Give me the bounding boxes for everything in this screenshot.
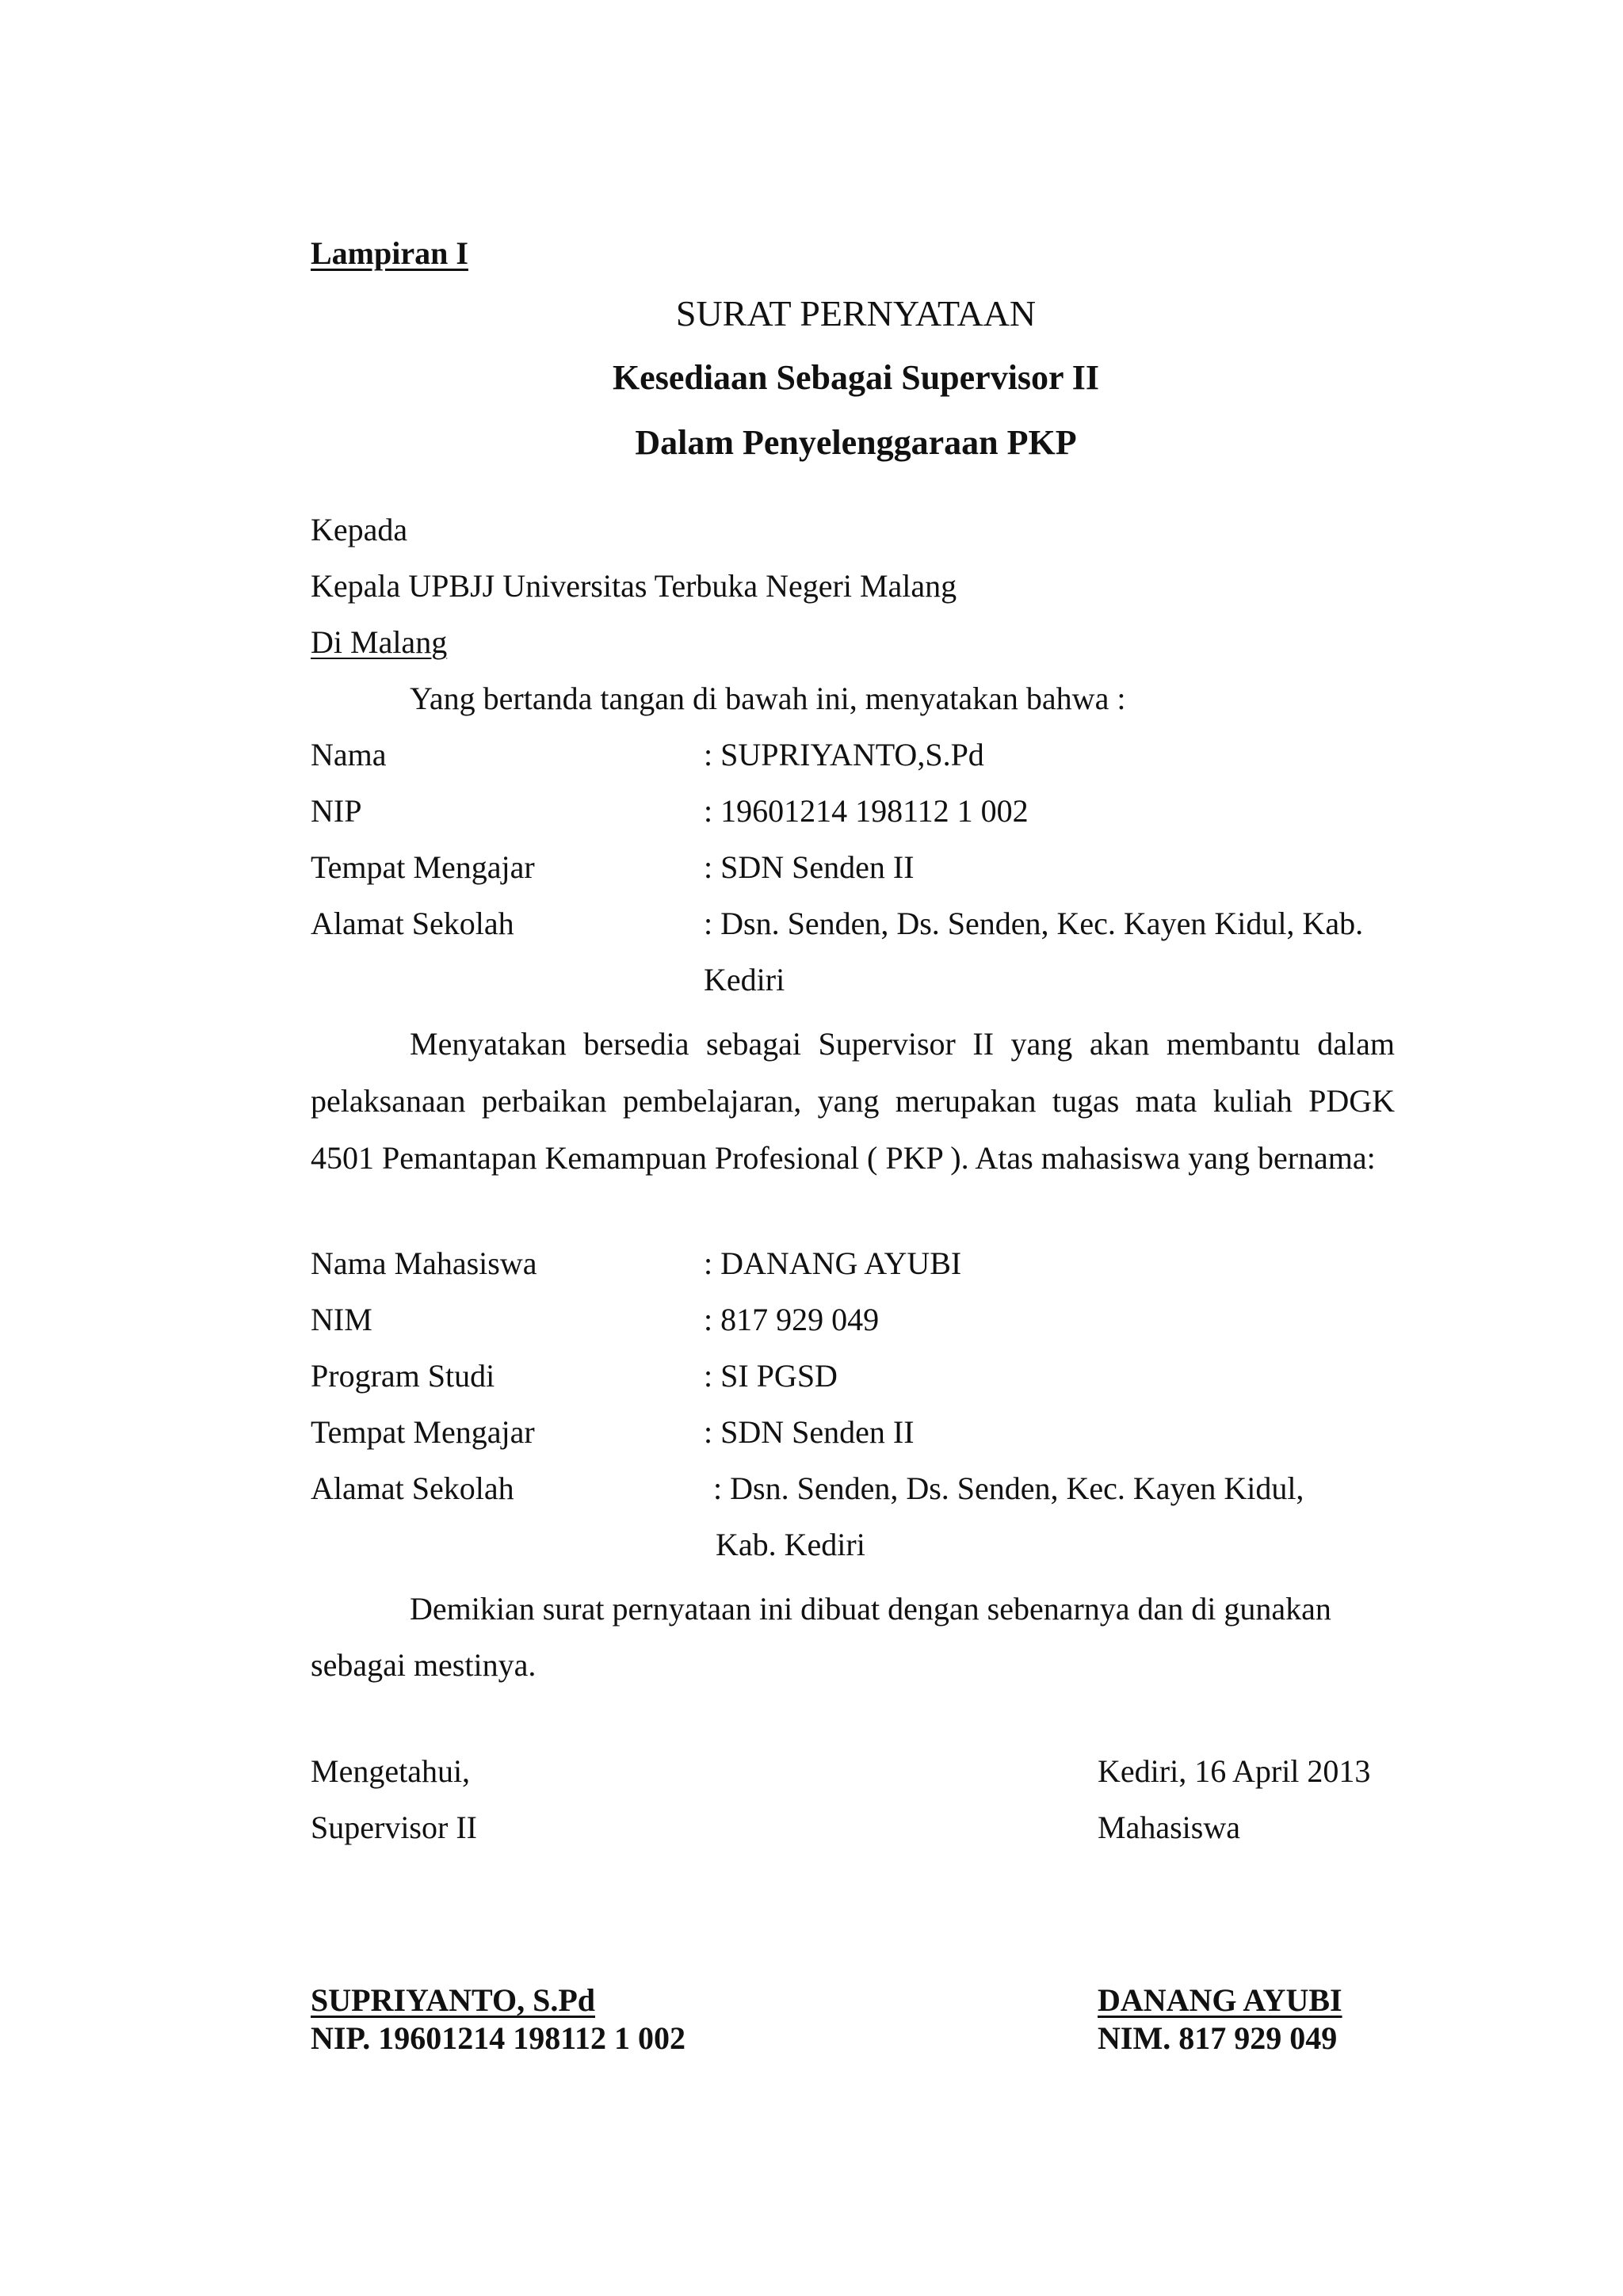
student-nim-value: : 817 929 049 (704, 1302, 880, 1337)
document-title: SURAT PERNYATAAN (675, 293, 1037, 334)
signature-right-place-date: Kediri, 16 April 2013 (1098, 1753, 1371, 1789)
student-school-label: Tempat Mengajar (311, 1414, 535, 1450)
statement-paragraph: Menyatakan bersedia sebagai Supervisor II yang akan membantu dalam pelaksanaan perbaikan pembelajaran, yang merupakan tugas mata kuliah PDGK 4501 Pemantapan Kemampuan Profesional ( PKP ). Atas mahasiswa yang bernama: (311, 1026, 1395, 1176)
signature-right-id: NIM. 817 929 049 (1098, 2020, 1338, 2056)
supervisor-school-label: Tempat Mengajar (311, 849, 535, 885)
addressee-salutation: Kepada (311, 512, 408, 547)
supervisor-nip-value: : 19601214 198112 1 002 (704, 793, 1029, 829)
supervisor-address-line1: : Dsn. Senden, Ds. Senden, Kec. Kayen Kidul, Kab. (704, 906, 1364, 941)
student-name-value: : DANANG AYUBI (704, 1245, 962, 1281)
signature-left-role: Supervisor II (311, 1810, 477, 1845)
document-subtitle-2: Dalam Penyelenggaraan PKP (635, 423, 1077, 462)
signature-left-id: NIP. 19601214 198112 1 002 (311, 2020, 686, 2056)
document-subtitle-1: Kesediaan Sebagai Supervisor II (612, 358, 1100, 397)
signature-left-acknowledge: Mengetahui, (311, 1753, 471, 1789)
student-nim-label: NIM (311, 1302, 372, 1337)
student-program-value: : SI PGSD (704, 1358, 838, 1394)
supervisor-name-label: Nama (311, 737, 387, 772)
supervisor-nip-label: NIP (311, 793, 362, 829)
student-program-label: Program Studi (311, 1358, 495, 1394)
signature-left-name: SUPRIYANTO, S.Pd (311, 1982, 596, 2018)
supervisor-school-value: : SDN Senden II (704, 849, 915, 885)
supervisor-address-label: Alamat Sekolah (311, 906, 514, 941)
addressee-recipient: Kepala UPBJJ Universitas Terbuka Negeri Malang (311, 568, 957, 604)
closing-paragraph: Demikian surat pernyataan ini dibuat dengan sebenarnya dan di gunakan sebagai mestinya. (311, 1591, 1331, 1683)
student-address-label: Alamat Sekolah (311, 1470, 514, 1506)
addressee-location: Di Malang (311, 624, 448, 660)
signature-right-role: Mahasiswa (1098, 1810, 1240, 1845)
signature-right-name: DANANG AYUBI (1098, 1982, 1342, 2018)
intro-text: Yang bertanda tangan di bawah ini, menyatakan bahwa : (410, 681, 1126, 716)
supervisor-name-value: : SUPRIYANTO,S.Pd (704, 737, 984, 772)
attachment-label: Lampiran I (311, 235, 468, 271)
supervisor-address-line2: Kediri (704, 962, 785, 997)
student-school-value: : SDN Senden II (704, 1414, 915, 1450)
student-address-line2: Kab. Kediri (716, 1527, 865, 1562)
student-address-line1: : Dsn. Senden, Ds. Senden, Kec. Kayen Kidul, (713, 1470, 1304, 1506)
student-name-label: Nama Mahasiswa (311, 1245, 537, 1281)
